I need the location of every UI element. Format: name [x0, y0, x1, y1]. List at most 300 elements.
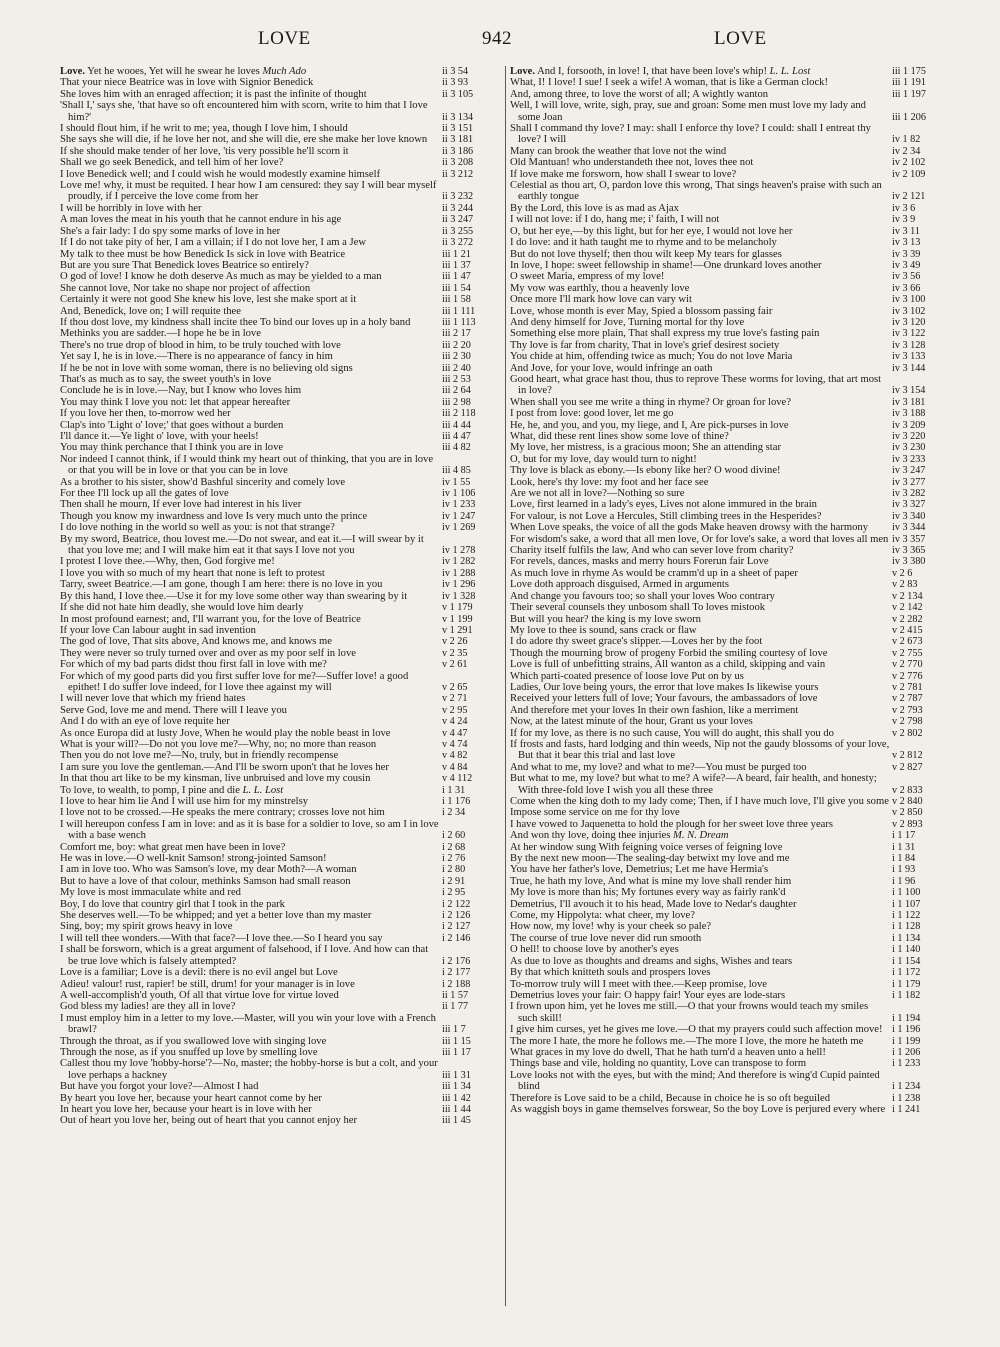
act-scene-line-reference: ii 3 208	[442, 157, 474, 169]
quotation-text: I post from love: good lover, let me go	[510, 408, 674, 420]
concordance-entry	[60, 442, 500, 453]
act-scene-line-reference: v 2 755	[892, 647, 923, 659]
quotation-text: But have you forgot your love?—Almost I had	[60, 1081, 259, 1093]
act-scene-line-reference: iv 3 230	[892, 442, 926, 454]
act-scene-line-reference: v 2 827	[892, 761, 923, 773]
quotation-text: Good heart, what grace hast thou, thus to reprove These worms for loving, that art most in love?	[510, 373, 882, 397]
concordance-entry	[510, 842, 950, 853]
quotation-text: Charity itself fulfils the law, And who can sever love from charity?	[510, 545, 794, 557]
act-scene-line-reference: ii 3 247	[442, 214, 474, 226]
act-scene-line-reference: i 1 84	[892, 853, 916, 865]
concordance-entry	[60, 602, 500, 613]
act-scene-line-reference: ii 3 255	[442, 225, 474, 237]
concordance-entry	[60, 967, 500, 978]
concordance-entry	[510, 1024, 950, 1035]
concordance-entry	[60, 363, 500, 374]
quotation-text: If you love her then, to-morrow wed her	[60, 408, 231, 420]
quotation-text: And therefore met your loves In their own fashion, like a merriment	[510, 704, 799, 716]
concordance-entry	[60, 1104, 500, 1115]
act-scene-line-reference: ii 3 244	[442, 202, 474, 214]
quotation-text: I do love: and it hath taught me to rhyme and to be melancholy	[510, 237, 777, 249]
concordance-entry	[510, 876, 950, 887]
quotation-text: I will hereupon confess I am in love: and as it is base for a soldier to love, so am I in love with a base wench	[60, 818, 439, 842]
quotation-text: My love, her mistress, is a gracious moon; She an attending star	[510, 442, 781, 454]
concordance-entry	[60, 351, 500, 362]
quotation-text: Conclude he is in love.—Nay, but I know who loves him	[60, 385, 302, 397]
concordance-entry	[60, 249, 500, 260]
act-scene-line-reference: iv 3 13	[892, 237, 921, 249]
concordance-entry	[60, 556, 500, 567]
concordance-entry	[60, 921, 500, 932]
act-scene-line-reference: i 1 196	[892, 1024, 921, 1036]
quotation-text: But will you hear? the king is my love sworn	[510, 613, 701, 625]
quotation-text: Thy love is black as ebony.—Is ebony like her? O wood divine!	[510, 465, 781, 477]
act-scene-line-reference: i 1 179	[892, 978, 921, 990]
quotation-text: Love is full of unbefitting strains, All wanton as a child, skipping and vain	[510, 659, 826, 671]
act-scene-line-reference: iv 3 120	[892, 316, 926, 328]
quotation-text: I am sure you love the gentleman.—And I'll be sworn upon't that he loves her	[60, 761, 389, 773]
act-scene-line-reference: iv 3 39	[892, 248, 921, 260]
concordance-entry	[60, 134, 500, 145]
concordance-entry	[510, 1047, 950, 1058]
act-scene-line-reference: iii 2 118	[442, 408, 476, 420]
concordance-entry	[60, 659, 500, 670]
concordance-entry	[510, 693, 950, 704]
quotation-text: He, he, and you, and you, my liege, and I, Are pick-purses in love	[510, 419, 789, 431]
act-scene-line-reference: v 2 833	[892, 784, 923, 796]
act-scene-line-reference: iv 3 344	[892, 522, 926, 534]
act-scene-line-reference: v 2 134	[892, 590, 923, 602]
act-scene-line-reference: iv 1 288	[442, 567, 476, 579]
concordance-entry	[60, 853, 500, 864]
concordance-entry	[510, 636, 950, 647]
act-scene-line-reference: v 2 282	[892, 613, 923, 625]
act-scene-line-reference: iv 1 269	[442, 522, 476, 534]
play-title: L. L. Lost	[242, 784, 284, 796]
quotation-text: By that which knitteth souls and prospers loves	[510, 967, 711, 979]
quotation-text: If he be not in love with some woman, there is no believing old signs	[60, 362, 353, 374]
concordance-entry	[60, 1093, 500, 1104]
concordance-entry	[60, 636, 500, 647]
quotation-text: Now, at the latest minute of the hour, Grant us your loves	[510, 716, 753, 728]
quotation-text: They were never so truly turned over and over as my poor self in love	[60, 647, 356, 659]
quotation-text: Something else more plain, That shall express my true love's fasting pain	[510, 328, 820, 340]
act-scene-line-reference: i 1 100	[892, 887, 921, 899]
concordance-entry	[510, 374, 950, 397]
concordance-entry	[510, 499, 950, 510]
concordance-entry	[60, 374, 500, 385]
act-scene-line-reference: ii 3 186	[442, 145, 474, 157]
act-scene-line-reference: i 2 146	[442, 932, 471, 944]
concordance-entry	[60, 1001, 500, 1012]
quotation-text: That's as much as to say, the sweet youth's in love	[60, 373, 272, 385]
act-scene-line-reference: ii 3 93	[442, 77, 469, 89]
concordance-entry	[510, 89, 950, 100]
act-scene-line-reference: iv 3 102	[892, 305, 926, 317]
act-scene-line-reference: v 2 850	[892, 807, 923, 819]
quotation-text: I love to hear him lie And I will use him for my minstrelsy	[60, 796, 309, 807]
quotation-text: Love looks not with the eyes, but with the mind; And therefore is wing'd Cupid painted blind	[510, 1069, 880, 1093]
act-scene-line-reference: iv 3 128	[892, 339, 926, 351]
concordance-entry	[510, 465, 950, 476]
act-scene-line-reference: iv 3 6	[892, 202, 916, 214]
quotation-text: Comfort me, boy: what great men have been in love?	[60, 841, 286, 853]
concordance-entry	[510, 146, 950, 157]
quotation-text: I must employ him in a letter to my love.—Master, will you win your love with a French brawl?	[60, 1012, 436, 1036]
act-scene-line-reference: iv 1 233	[442, 499, 476, 511]
act-scene-line-reference: i 1 238	[892, 1092, 921, 1104]
quotation-text: She says she will die, if he love her not, and she will die, ere she make her love known	[60, 134, 428, 146]
quotation-text: There's no true drop of blood in him, to be truly touched with love	[60, 339, 341, 351]
act-scene-line-reference: i 2 188	[442, 978, 471, 990]
act-scene-line-reference: iii 4 82	[442, 442, 471, 454]
concordance-entry	[60, 157, 500, 168]
act-scene-line-reference: iii 2 98	[442, 396, 471, 408]
column-divider	[505, 66, 506, 1306]
concordance-entry	[510, 306, 950, 317]
left-column	[60, 66, 500, 1127]
act-scene-line-reference: v 2 840	[892, 796, 923, 807]
concordance-entry	[510, 602, 950, 613]
act-scene-line-reference: i 1 172	[892, 967, 921, 979]
quotation-text: Then shall he mourn, If ever love had interest in his liver	[60, 499, 302, 511]
act-scene-line-reference: iii 4 85	[442, 465, 471, 477]
concordance-entry	[60, 77, 500, 88]
quotation-text: As once Europa did at lusty Jove, When he would play the noble beast in love	[60, 727, 391, 739]
act-scene-line-reference: iii 1 7	[442, 1024, 466, 1036]
quotation-text: Serve God, love me and mend. There will I leave you	[60, 704, 287, 716]
act-scene-line-reference: i 2 95	[442, 887, 466, 899]
quotation-text: I frown upon him, yet he loves me still.—O that your frowns would teach my smiles such skill!	[510, 1001, 869, 1024]
act-scene-line-reference: i 2 177	[442, 967, 471, 979]
act-scene-line-reference: i 2 176	[442, 955, 471, 967]
concordance-entry	[510, 1001, 950, 1024]
quotation-text: Old Mantuan! who understandeth thee not, loves thee not	[510, 157, 754, 169]
act-scene-line-reference: i 2 91	[442, 875, 466, 887]
concordance-entry	[60, 499, 500, 510]
concordance-entry	[60, 397, 500, 408]
act-scene-line-reference: i 1 96	[892, 875, 916, 887]
concordance-entry	[510, 1104, 950, 1115]
quotation-text: Shall we go seek Benedick, and tell him of her love?	[60, 157, 284, 169]
act-scene-line-reference: iv 1 247	[442, 510, 476, 522]
act-scene-line-reference: iii 1 37	[442, 259, 471, 271]
quotation-text: I will be horribly in love with her	[60, 202, 202, 214]
quotation-text: Through the throat, as if you swallowed love with singing love	[60, 1035, 327, 1047]
concordance-entry	[60, 819, 500, 842]
act-scene-line-reference: i 2 80	[442, 864, 466, 876]
quotation-text: I give him curses, yet he gives me love.—O that my prayers could such affection move!	[510, 1024, 883, 1036]
act-scene-line-reference: v 2 26	[442, 636, 468, 648]
concordance-entry	[60, 89, 500, 100]
act-scene-line-reference: iii 1 113	[442, 316, 476, 328]
concordance-entry	[510, 77, 950, 88]
concordance-entry	[510, 762, 950, 773]
concordance-entry	[510, 442, 950, 453]
act-scene-line-reference: iv 1 278	[442, 545, 476, 557]
quotation-text: If frosts and fasts, hard lodging and thin weeds, Nip not the gaudy blossoms of your love, But that it bear this trial and last love	[510, 738, 890, 762]
concordance-entry	[60, 420, 500, 431]
quotation-text: What is your will?—Do not you love me?—Why, no; no more than reason	[60, 738, 377, 750]
quotation-text: Many can brook the weather that love not the wind	[510, 145, 727, 157]
quotation-text: Well, I will love, write, sigh, pray, sue and groan: Some men must love my lady and some Joan	[510, 100, 866, 123]
quotation-text: A man loves the meat in his youth that he cannot endure in his age	[60, 214, 342, 226]
quotation-text: But what to me, my love? but what to me? A wife?—A beard, fair health, and honesty; With three-fold love I wish you all these three	[510, 773, 877, 796]
act-scene-line-reference: v 2 142	[892, 602, 923, 614]
quotation-text: O god of love! I know he doth deserve As much as may be yielded to a man	[60, 271, 382, 283]
concordance-entry	[60, 568, 500, 579]
quotation-text: When shall you see me write a thing in rhyme? Or groan for love?	[510, 396, 791, 408]
concordance-entry	[60, 887, 500, 898]
act-scene-line-reference: iii 2 64	[442, 385, 471, 397]
concordance-entry	[510, 830, 950, 841]
act-scene-line-reference: v 2 781	[892, 681, 923, 693]
act-scene-line-reference: iv 1 106	[442, 488, 476, 500]
act-scene-line-reference: ii 3 232	[442, 191, 474, 203]
quotation-text: I shall be forsworn, which is a great argument of falsehood, if I love. And how can that be true love which is falsely attempted?	[60, 944, 429, 967]
act-scene-line-reference: v 2 61	[442, 659, 468, 671]
concordance-entry	[510, 1070, 950, 1093]
quotation-text: And deny himself for Jove, Turning mortal for thy love	[510, 316, 745, 328]
quotation-text: Tarry, sweet Beatrice.—I am gone, though I am here: there is no love in you	[60, 579, 383, 591]
concordance-entry	[510, 534, 950, 545]
act-scene-line-reference: v 2 802	[892, 727, 923, 739]
act-scene-line-reference: i 1 17	[892, 830, 916, 842]
quotation-text: Through the nose, as if you snuffed up love by smelling love	[60, 1046, 318, 1058]
act-scene-line-reference: iv 3 357	[892, 533, 926, 545]
concordance-entry	[510, 317, 950, 328]
concordance-entry	[60, 100, 500, 123]
act-scene-line-reference: iv 3 154	[892, 385, 926, 397]
concordance-entry	[510, 956, 950, 967]
act-scene-line-reference: iii 1 45	[442, 1115, 471, 1127]
concordance-entry	[510, 682, 950, 693]
quotation-text: You chide at him, offending twice as much; You do not love Maria	[510, 351, 793, 363]
concordance-entry	[510, 796, 950, 807]
act-scene-line-reference: iii 1 206	[892, 111, 926, 123]
concordance-entry	[510, 249, 950, 260]
quotation-text: By heart you love her, because your heart cannot come by her	[60, 1092, 322, 1104]
quotation-text: Though you know my inwardness and love Is very much unto the prince	[60, 510, 368, 522]
concordance-entry	[510, 773, 950, 796]
act-scene-line-reference: ii 3 134	[442, 111, 474, 123]
concordance-entry	[510, 921, 950, 932]
concordance-entry	[510, 214, 950, 225]
concordance-entry	[60, 1115, 500, 1126]
act-scene-line-reference: iv 1 282	[442, 556, 476, 568]
act-scene-line-reference: i 2 127	[442, 921, 471, 933]
concordance-entry	[510, 1036, 950, 1047]
concordance-entry	[510, 511, 950, 522]
concordance-entry	[510, 614, 950, 625]
quotation-text: My love is most immaculate white and red	[60, 887, 241, 899]
act-scene-line-reference: iii 1 191	[892, 77, 926, 89]
concordance-entry	[60, 260, 500, 271]
act-scene-line-reference: v 4 84	[442, 761, 468, 773]
act-scene-line-reference: v 2 787	[892, 693, 923, 705]
act-scene-line-reference: iv 1 55	[442, 476, 471, 488]
quotation-text: Love, whose month is ever May, Spied a blossom passing fair	[510, 305, 773, 317]
quotation-text: And won thy love, doing thee injuries	[510, 830, 671, 842]
quotation-text: For which of my bad parts didst thou first fall in love with me?	[60, 659, 327, 671]
concordance-entry	[60, 979, 500, 990]
act-scene-line-reference: iii 1 47	[442, 271, 471, 283]
act-scene-line-reference: v 4 47	[442, 727, 468, 739]
concordance-entry	[60, 648, 500, 659]
act-scene-line-reference: iii 2 30	[442, 351, 471, 363]
concordance-entry	[60, 169, 500, 180]
quotation-text: If your love Can labour aught in sad invention	[60, 624, 256, 636]
act-scene-line-reference: iv 1 328	[442, 590, 476, 602]
quotation-text: Demetrius loves your fair: O happy fair! Your eyes are lode-stars	[510, 989, 786, 1001]
concordance-entry	[510, 739, 950, 762]
act-scene-line-reference: ii 3 54	[442, 66, 469, 77]
quotation-text: I love you with so much of my heart that none is left to protest	[60, 567, 325, 579]
quotation-text: Ladies, Our love being yours, the error that love makes Is likewise yours	[510, 681, 819, 693]
quotation-text: In love, I hope: sweet fellowship in shame!—One drunkard loves another	[510, 259, 822, 271]
quotation-text: The more I hate, the more he follows me.—The more I love, the more he hateth me	[510, 1035, 864, 1047]
quotation-text: And Jove, for your love, would infringe an oath	[510, 362, 713, 374]
quotation-text: True, he hath my love, And what is mine my love shall render him	[510, 875, 792, 887]
concordance-entry	[60, 306, 500, 317]
quotation-text: I should flout him, if he writ to me; yea, though I love him, I should	[60, 123, 348, 135]
quotation-text: And, Benedick, love on; I will requite thee	[60, 305, 241, 317]
concordance-entry	[510, 488, 950, 499]
quotation-text: How now, my love! why is your cheek so pale?	[510, 921, 712, 933]
concordance-entry	[510, 807, 950, 818]
concordance-entry	[60, 1081, 500, 1092]
quotation-text: Yet say I, he is in love.—There is no appearance of fancy in him	[60, 351, 333, 363]
quotation-text: Out of heart you love her, being out of heart that you cannot enjoy her	[60, 1115, 357, 1127]
quotation-text: Come when the king doth to my lady come; Then, if I have much love, I'll give you some	[510, 796, 889, 807]
concordance-entry	[60, 488, 500, 499]
concordance-entry	[60, 876, 500, 887]
concordance-entry	[60, 1036, 500, 1047]
quotation-text: And change you favours too; so shall your loves Woo contrary	[510, 590, 775, 602]
act-scene-line-reference: v 2 770	[892, 659, 923, 671]
act-scene-line-reference: i 2 122	[442, 898, 471, 910]
act-scene-line-reference: i 2 126	[442, 910, 471, 922]
act-scene-line-reference: i 1 140	[892, 944, 921, 956]
act-scene-line-reference: v 4 82	[442, 750, 468, 762]
concordance-entry	[60, 477, 500, 488]
act-scene-line-reference: ii 1 77	[442, 1001, 469, 1013]
concordance-entry	[510, 568, 950, 579]
quotation-text: By the Lord, this love is as mad as Ajax	[510, 202, 679, 214]
act-scene-line-reference: iii 1 15	[442, 1035, 471, 1047]
act-scene-line-reference: v 4 74	[442, 738, 468, 750]
quotation-text: Impose some service on me for thy love	[510, 807, 680, 819]
act-scene-line-reference: v 2 893	[892, 818, 923, 830]
act-scene-line-reference: i 1 31	[892, 841, 916, 853]
act-scene-line-reference: iv 3 49	[892, 259, 921, 271]
act-scene-line-reference: iv 3 340	[892, 510, 926, 522]
act-scene-line-reference: v 2 83	[892, 579, 918, 591]
quotation-text: O hell! to choose love by another's eyes	[510, 944, 679, 956]
act-scene-line-reference: i 1 233	[892, 1058, 921, 1070]
concordance-entry	[60, 842, 500, 853]
quotation-text: I have vowed to Jaquenetta to hold the plough for her sweet love three years	[510, 818, 834, 830]
act-scene-line-reference: ii 3 105	[442, 88, 474, 100]
quotation-text: God bless my ladies! are they all in love?	[60, 1001, 236, 1013]
concordance-entry	[60, 294, 500, 305]
concordance-entry	[60, 579, 500, 590]
page-number: 942	[482, 28, 512, 49]
concordance-entry	[510, 100, 950, 123]
quotation-text: Look, here's thy love: my foot and her face see	[510, 476, 709, 488]
act-scene-line-reference: ii 3 181	[442, 134, 474, 146]
quotation-text: And what to me, my love? and what to me?—You must be purged too	[510, 761, 807, 773]
quotation-text: Then you do not love me?—No, truly, but in friendly recompense	[60, 750, 339, 762]
quotation-text: Which parti-coated presence of loose love Put on by us	[510, 670, 744, 682]
concordance-entry	[510, 819, 950, 830]
quotation-text: What, I! I love! I sue! I seek a wife! A woman, that is like a German clock!	[510, 77, 828, 89]
act-scene-line-reference: iv 3 327	[892, 499, 926, 511]
act-scene-line-reference: v 1 291	[442, 624, 473, 636]
concordance-entry	[510, 716, 950, 727]
quotation-text: By this hand, I love thee.—Use it for my love some other way than swearing by it	[60, 590, 408, 602]
quotation-text: Once more I'll mark how love can vary wit	[510, 294, 692, 306]
quotation-text: By my sword, Beatrice, thou lovest me.—Do not swear, and eat it.—I will swear by it that you love me; and I will make him eat it that says I love not you	[60, 533, 424, 557]
quotation-text: Adieu! valour! rust, rapier! be still, drum! for your manager is in love	[60, 978, 355, 990]
act-scene-line-reference: iv 2 102	[892, 157, 926, 169]
concordance-entry	[60, 1058, 500, 1081]
act-scene-line-reference: iv 2 34	[892, 145, 921, 157]
quotation-text: She cannot love, Nor take no shape nor project of affection	[60, 282, 311, 294]
concordance-entry	[510, 351, 950, 362]
quotation-text: At her window sung With feigning voice verses of feigning love	[510, 841, 783, 853]
concordance-entry	[510, 340, 950, 351]
quotation-text: Though the mourning brow of progeny Forbid the smiling courtesy of love	[510, 647, 828, 659]
concordance-entry	[60, 66, 500, 77]
act-scene-line-reference: i 2 68	[442, 841, 466, 853]
act-scene-line-reference: iii 1 197	[892, 88, 926, 100]
quotation-text: Clap's into 'Light o' love;' that goes without a burden	[60, 419, 284, 431]
concordance-entry	[510, 328, 950, 339]
act-scene-line-reference: iii 4 44	[442, 419, 471, 431]
concordance-entry	[510, 933, 950, 944]
concordance-entry	[60, 591, 500, 602]
quotation-text: You have her father's love, Demetrius; Let me have Hermia's	[510, 864, 769, 876]
quotation-text: My love to thee is sound, sans crack or flaw	[510, 624, 697, 636]
act-scene-line-reference: v 4 112	[442, 773, 473, 785]
quotation-text: For which of my good parts did you first suffer love for me?—Suffer love! a good epithet! I do suffer love indeed, for I love thee against my will	[60, 670, 409, 693]
act-scene-line-reference: i 1 234	[892, 1081, 921, 1093]
concordance-entry	[60, 762, 500, 773]
quotation-text: What, did these rent lines show some love of thine?	[510, 431, 729, 442]
act-scene-line-reference: ii 3 212	[442, 168, 474, 180]
act-scene-line-reference: i 2 76	[442, 853, 466, 865]
quotation-text: Their several counsels they unbosom shall To loves mistook	[510, 602, 766, 614]
concordance-entry	[510, 967, 950, 978]
quotation-text: Love doth approach disguised, Armed in arguments	[510, 579, 729, 591]
act-scene-line-reference: iii 1 21	[442, 248, 471, 260]
concordance-entry	[60, 454, 500, 477]
quotation-text: Demetrius, I'll avouch it to his head, Made love to Nedar's daughter	[510, 898, 797, 910]
act-scene-line-reference: i 1 182	[892, 989, 921, 1001]
quotation-text: Sing, boy; my spirit grows heavy in love	[60, 921, 233, 933]
act-scene-line-reference: iii 1 111	[442, 305, 476, 317]
act-scene-line-reference: iv 3 11	[892, 225, 920, 237]
quotation-text: But do not love thyself; then thou wilt keep My tears for glasses	[510, 248, 782, 260]
act-scene-line-reference: i 1 134	[892, 932, 921, 944]
concordance-entry	[60, 522, 500, 533]
concordance-entry	[60, 693, 500, 704]
concordance-entry	[60, 511, 500, 522]
act-scene-line-reference: i 2 60	[442, 830, 466, 842]
quotation-text: My love is more than his; My fortunes every way as fairly rank'd	[510, 887, 786, 899]
act-scene-line-reference: i 1 93	[892, 864, 916, 876]
